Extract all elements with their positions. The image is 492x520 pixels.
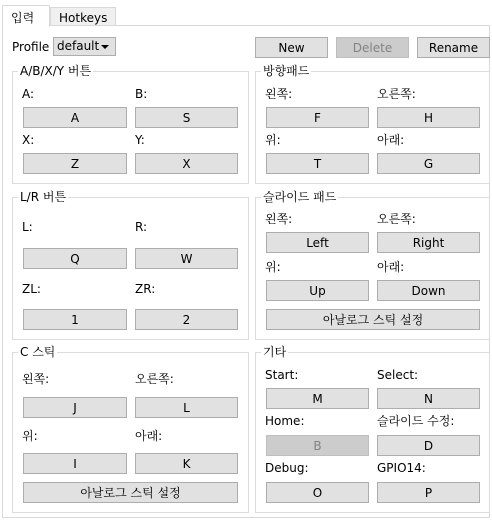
dpad-left-map-button[interactable]: F	[266, 107, 369, 128]
chevron-down-icon	[101, 45, 109, 49]
slidepad-up-map-button[interactable]: Up	[266, 280, 369, 301]
new-profile-button[interactable]: New	[255, 37, 328, 58]
cstick-left-map-button[interactable]: J	[23, 397, 127, 418]
circle-mod-map-button[interactable]: D	[377, 435, 480, 456]
cstick-up-map-button[interactable]: I	[23, 453, 127, 474]
b-label: B:	[135, 87, 148, 101]
home-label: Home:	[265, 414, 305, 428]
debug-map-button[interactable]: O	[266, 482, 369, 503]
zr-map-button[interactable]: 2	[135, 309, 238, 330]
dpad-right-label: 오른쪽:	[377, 87, 416, 101]
slidepad-up-label: 위:	[265, 260, 281, 274]
dpad-left-label: 왼쪽:	[265, 87, 293, 101]
slidepad-right-label: 오른쪽:	[377, 212, 416, 226]
circle-mod-label: 슬라이드 수정:	[377, 414, 455, 428]
slidepad-left-label: 왼쪽:	[265, 212, 293, 226]
r-label: R:	[135, 220, 148, 234]
home-map-button[interactable]: B	[266, 435, 369, 456]
slidepad-analog-config-button[interactable]: 아날로그 스틱 설정	[266, 309, 480, 330]
dpad-group-title: 방향패드	[263, 64, 310, 78]
lr-group-title: L/R 버튼	[20, 190, 67, 204]
slidepad-down-label: 아래:	[377, 260, 405, 274]
cstick-down-label: 아래:	[135, 429, 163, 443]
abxy-group-title: A/B/X/Y 버튼	[20, 64, 92, 78]
other-group-title: 기타	[263, 345, 287, 359]
zl-map-button[interactable]: 1	[23, 309, 127, 330]
a-map-button[interactable]: A	[23, 107, 127, 128]
tab-input[interactable]	[2, 5, 50, 27]
dpad-up-map-button[interactable]: T	[266, 153, 369, 174]
dpad-up-label: 위:	[265, 133, 281, 147]
debug-label: Debug:	[265, 461, 309, 475]
cstick-right-map-button[interactable]: L	[135, 397, 238, 418]
zl-label: ZL:	[22, 282, 41, 296]
cstick-down-map-button[interactable]: K	[135, 453, 238, 474]
zr-label: ZR:	[135, 282, 156, 296]
dpad-down-label: 아래:	[377, 133, 405, 147]
profile-select[interactable]	[53, 37, 116, 56]
gpio14-label: GPIO14:	[377, 461, 426, 475]
start-label: Start:	[265, 368, 299, 382]
l-map-button[interactable]: Q	[23, 248, 127, 269]
gpio14-map-button[interactable]: P	[377, 482, 480, 503]
cstick-right-label: 오른쪽:	[135, 372, 174, 386]
cstick-left-label: 왼쪽:	[22, 372, 50, 386]
rename-profile-button[interactable]: Rename	[417, 37, 490, 58]
r-map-button[interactable]: W	[135, 248, 238, 269]
slidepad-down-map-button[interactable]: Down	[377, 280, 480, 301]
start-map-button[interactable]: M	[266, 388, 369, 409]
select-map-button[interactable]: N	[377, 388, 480, 409]
slidepad-left-map-button[interactable]: Left	[266, 232, 369, 253]
l-label: L:	[22, 220, 33, 234]
x-label: X:	[22, 133, 35, 147]
select-label: Select:	[377, 368, 419, 382]
cstick-analog-config-button[interactable]: 아날로그 스틱 설정	[23, 482, 238, 503]
dpad-down-map-button[interactable]: G	[377, 153, 480, 174]
cstick-group-title: C 스틱	[20, 345, 56, 359]
y-label: Y:	[135, 133, 145, 147]
delete-profile-button[interactable]: Delete	[336, 37, 409, 58]
cstick-up-label: 위:	[22, 429, 38, 443]
tab-hotkeys-label: Hotkeys	[59, 11, 108, 25]
profile-label: Profile	[12, 40, 50, 54]
a-label: A:	[22, 87, 35, 101]
y-map-button[interactable]: X	[135, 153, 238, 174]
tab-input-label: 입력	[11, 11, 35, 25]
tab-hotkeys[interactable]	[50, 7, 116, 27]
slidepad-group-title: 슬라이드 패드	[263, 190, 337, 204]
profile-select-value: default	[57, 39, 100, 53]
x-map-button[interactable]: Z	[23, 153, 127, 174]
slidepad-right-map-button[interactable]: Right	[377, 232, 480, 253]
b-map-button[interactable]: S	[135, 107, 238, 128]
dpad-right-map-button[interactable]: H	[377, 107, 480, 128]
